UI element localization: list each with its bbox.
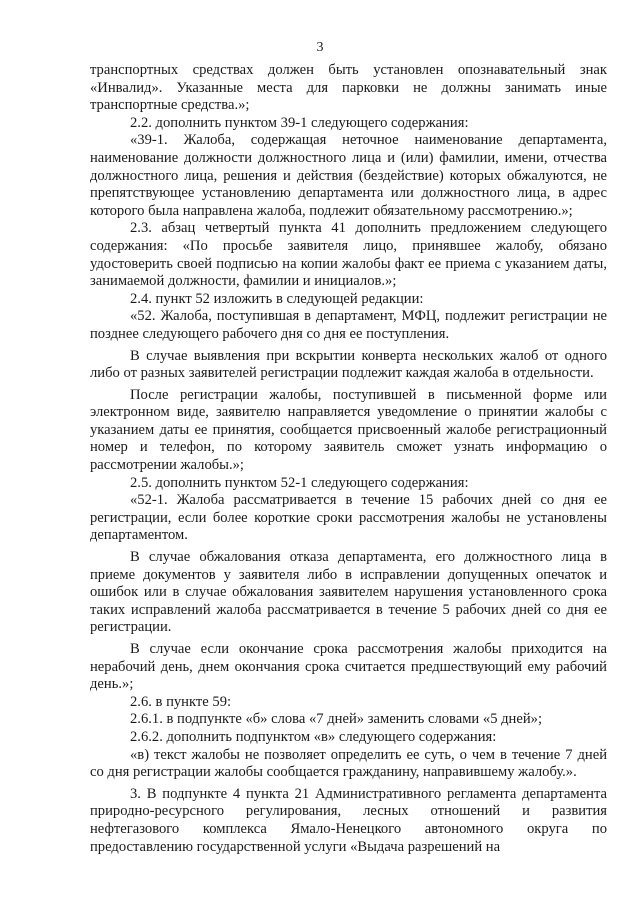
paragraph: 2.2. дополнить пунктом 39-1 следующего содержания:	[130, 114, 469, 131]
paragraph: В случае выявления при вскрытии конверта нескольких жалоб от одного либо от разных заявителей регистрации подлежит каждая жалоба в отдельности.	[90, 347, 607, 382]
paragraph: В случае обжалования отказа департамента, его должностного лица в приеме документов у заявителя либо в исправлении допущенных опечаток и ошибок или в случае обжалования заявителем нарушения установленного срока таких исправлений жалоба рассматривается в течение 5 рабочих дней со дня ее регистрации.	[90, 549, 607, 636]
paragraph: 2.6. в пункте 59:	[130, 693, 232, 710]
document-body	[90, 62, 607, 856]
paragraph: транспортных средствах должен быть установлен опознавательный знак «Инвалид». Указанные места для парковки не должны занимать иные транспортные средства.»;	[90, 62, 607, 114]
paragraph: 2.5. дополнить пунктом 52-1 следующего содержания:	[130, 474, 469, 491]
paragraph: «52-1. Жалоба рассматривается в течение 15 рабочих дней со дня ее регистрации, если более короткие сроки рассмотрения жалобы не установлены департаментом.	[90, 492, 607, 544]
paragraph: 3. В подпункте 4 пункта 21 Административного регламента департамента природно-ресурсного регулирования, лесных отношений и развития нефтегазового комплекса Ямало-Ненецкого автономного округа по предоставлению государственной услуги «Выдача разрешений на	[90, 785, 607, 855]
paragraph: «52. Жалоба, поступившая в департамент, МФЦ, подлежит регистрации не позднее следующего рабочего дня со дня ее поступления.	[90, 308, 607, 342]
paragraph: «39-1. Жалоба, содержащая неточное наименование департамента, наименование должности должностного лица и (или) фамилии, имени, отчества должностного лица, решения и действия (бездействие) которых обжалуются, не препятствующее установлению департамента или должностного лица, в адрес которого была направлена жалоба, подлежит обязательному рассмотрению.»;	[90, 132, 607, 219]
paragraph: «в) текст жалобы не позволяет определить ее суть, о чем в течение 7 дней со дня регистрации жалобы сообщается гражданину, направившему жалобу.».	[90, 746, 607, 781]
paragraph: 2.6.2. дополнить подпунктом «в» следующего содержания:	[130, 728, 497, 745]
paragraph: 2.6.1. в подпункте «б» слова «7 дней» заменить словами «5 дней»;	[130, 711, 543, 728]
paragraph: После регистрации жалобы, поступившей в письменной форме или электронном виде, заявителю направляется уведомление о принятии жалобы с указанием даты ее принятия, сообщается присвоенный жалобе регистрационный номер и телефон, по которому заявитель сможет узнать информацию о рассмотрении жалобы.»;	[90, 386, 607, 474]
paragraph: 2.4. пункт 52 изложить в следующей редакции:	[130, 290, 424, 307]
page-number: 3	[316, 40, 324, 55]
paragraph: 2.3. абзац четвертый пункта 41 дополнить предложением следующего содержания: «По просьбе заявителя лицо, принявшее жалобу, обязано удостоверить своей подписью на копии жалобы факт ее приема с указанием даты, занимаемой должности, фамилии и инициалов.»;	[90, 220, 607, 290]
paragraph: В случае если окончание срока рассмотрения жалобы приходится на нерабочий день, днем окончания срока считается предшествующий ему рабочий день.»;	[90, 641, 607, 693]
